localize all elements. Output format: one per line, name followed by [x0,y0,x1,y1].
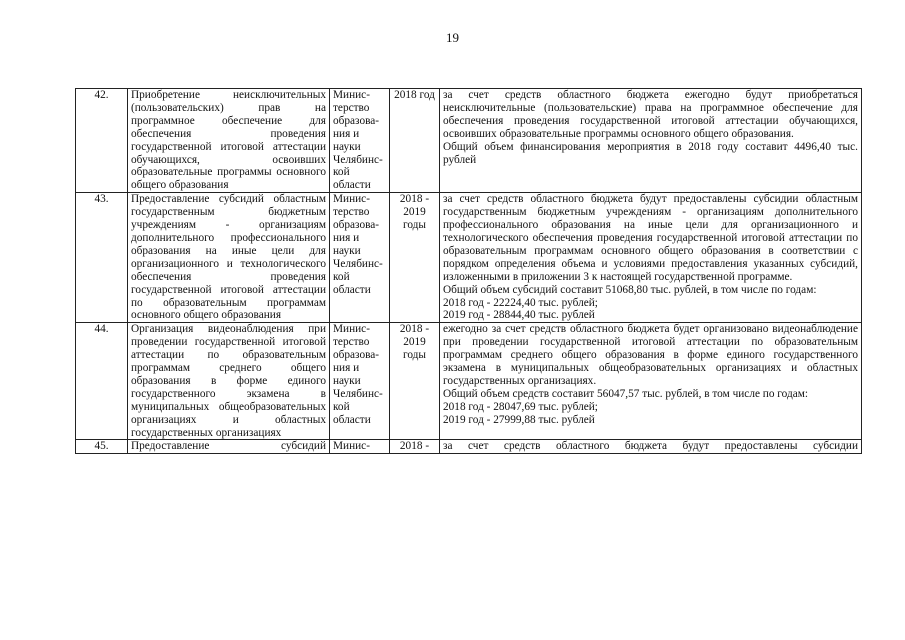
expected-result [440,323,862,440]
implementation-period: 2018 год [390,89,440,193]
program-activities-table [75,88,862,454]
funding-total: Общий объем средств составит 56047,57 тыс. рублей, в том числе по годам: [443,387,809,400]
row-number: 43. [76,193,128,323]
table-row-42 [76,89,862,193]
page-number: 19 [446,30,459,45]
expected-result [440,89,862,193]
table-row-44 [76,323,862,440]
activity-name: Организация видеонаблюдения при проведении государственной итоговой аттестации по образовательным программам среднего общего образования в форме единого государственного экзамена в муниципальных общеобразовательных организациях и областных государственных организациях [128,323,330,440]
expected-result: за счет средств областного бюджета будут предоставлены субсидии [440,440,862,454]
result-description: ежегодно за счет средств областного бюджета будет организовано видеонаблюдение при проведении государственной итоговой аттестации по образовательным программам среднего общего образования в форме единого государственного экзамена в муниципальных общеобразовательных организациях и областных государственных организациях. [443,323,858,387]
responsible-organization: Минис-терство образова-ния и науки Челябинс-кой области [330,193,390,323]
result-description: за счет средств областного бюджета ежегодно будут приобретаться неисключительные (пользовательские) права на программное обеспечение для обеспечения проведения государственной итоговой аттестации обучающихся, освоивших образовательные программы основного общего образования. [443,89,858,140]
implementation-period: 2018 - [390,440,440,454]
implementation-period: 2018 - 2019 годы [390,193,440,323]
table-row-45 [76,440,862,454]
funding-year: 2019 год - 27999,88 тыс. рублей [443,413,595,426]
implementation-period: 2018 - 2019 годы [390,323,440,440]
expected-result [440,193,862,323]
funding-year: 2018 год - 28047,69 тыс. рублей; [443,400,598,413]
responsible-organization: Минис- [330,440,390,454]
table-row-43 [76,193,862,323]
responsible-organization: Минис-терство образова-ния и науки Челябинс-кой области [330,89,390,193]
activity-name: Предоставление субсидий [128,440,330,454]
funding-year: 2018 год - 22224,40 тыс. рублей; [443,296,598,309]
responsible-organization: Минис-терство образова-ния и науки Челябинс-кой области [330,323,390,440]
row-number: 42. [76,89,128,193]
row-number: 44. [76,323,128,440]
funding-total: Общий объем финансирования мероприятия в 2018 году составит 4496,40 тыс. рублей [443,140,858,166]
activity-name: Предоставление субсидий областным государственным бюджетным учреждениям - организациям дополнительного профессионального образования на иные цели для организационного и технологического обеспечения проведения государственной итоговой аттестации по образовательным программам основного общего образования [128,193,330,323]
row-number: 45. [76,440,128,454]
funding-year: 2019 год - 28844,40 тыс. рублей [443,309,595,322]
result-description: за счет средств областного бюджета будут предоставлены субсидии областным государственным бюджетным учреждениям - организациям дополнительного профессионального образования на иные цели для организационного и технологического обеспечения проведения государственной итоговой аттестации по образовательным программам основного общего образования в соответствии с порядком определения объема и условиями предоставления указанных субсидий, изложенными в приложении 3 к настоящей государственной программе. [443,193,858,283]
activity-name: Приобретение неисключительных (пользовательских) прав на программное обеспечение для обеспечения проведения государственной итоговой аттестации обучающихся, освоивших образовательные программы основного общего образования [128,89,330,193]
funding-total: Общий объем субсидий составит 51068,80 тыс. рублей, в том числе по годам: [443,283,817,296]
